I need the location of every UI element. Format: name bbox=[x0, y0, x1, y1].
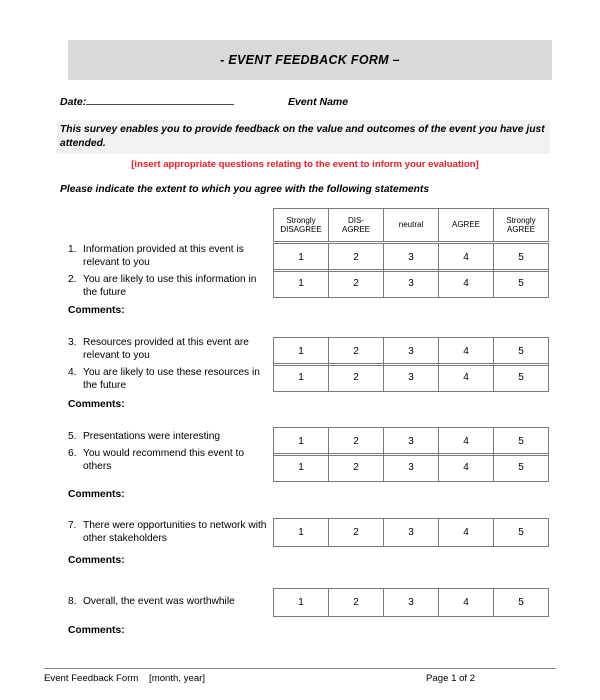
rating-option[interactable]: 3 bbox=[384, 338, 439, 366]
comments-label-a[interactable]: Comments: bbox=[68, 305, 125, 316]
rating-option[interactable]: 5 bbox=[494, 589, 549, 617]
scale-header-cell bbox=[384, 209, 439, 242]
identification-row bbox=[60, 92, 550, 110]
rating-table-q8[interactable] bbox=[273, 588, 549, 617]
question-item bbox=[68, 243, 268, 269]
rating-table-q6[interactable] bbox=[273, 453, 549, 482]
rating-table-q7[interactable] bbox=[273, 518, 549, 547]
rating-option[interactable]: 5 bbox=[494, 270, 549, 298]
rating-option[interactable]: 4 bbox=[439, 428, 494, 456]
question-number: 8. bbox=[68, 596, 77, 607]
scale-header-row bbox=[274, 209, 549, 242]
date-input-line[interactable] bbox=[86, 93, 234, 105]
question-text: You are likely to use these resources in the future bbox=[83, 367, 260, 391]
rating-option[interactable]: 3 bbox=[384, 519, 439, 547]
table-row bbox=[274, 589, 549, 617]
rating-option[interactable]: 4 bbox=[439, 589, 494, 617]
rating-option[interactable]: 1 bbox=[274, 454, 329, 482]
rating-option[interactable]: 2 bbox=[329, 589, 384, 617]
rating-option[interactable]: 1 bbox=[274, 428, 329, 456]
rating-option[interactable]: 1 bbox=[274, 270, 329, 298]
scale-header-line2: AGREE bbox=[506, 225, 535, 234]
rating-option[interactable]: 2 bbox=[329, 454, 384, 482]
question-item bbox=[68, 519, 268, 545]
question-text: Overall, the event was worthwhile bbox=[83, 596, 235, 607]
rating-option[interactable]: 5 bbox=[494, 364, 549, 392]
table-row bbox=[274, 364, 549, 392]
question-number: 2. bbox=[68, 274, 77, 285]
question-group-d bbox=[68, 519, 268, 549]
rating-table-q3[interactable] bbox=[273, 337, 549, 366]
scale-header-cell bbox=[274, 209, 329, 242]
rating-option[interactable]: 2 bbox=[329, 364, 384, 392]
rating-option[interactable]: 1 bbox=[274, 244, 329, 272]
question-item bbox=[68, 273, 268, 299]
rating-option[interactable]: 4 bbox=[439, 270, 494, 298]
survey-description-text: This survey enables you to provide feedback on the value and outcomes of the event you have just attended. bbox=[60, 124, 545, 149]
rating-option[interactable]: 1 bbox=[274, 519, 329, 547]
question-group-b bbox=[68, 336, 268, 396]
rating-option[interactable]: 3 bbox=[384, 364, 439, 392]
rating-table-q2[interactable] bbox=[273, 269, 549, 298]
question-item bbox=[68, 366, 268, 392]
rating-option[interactable]: 5 bbox=[494, 454, 549, 482]
form-title-banner bbox=[68, 40, 552, 80]
question-number: 5. bbox=[68, 431, 77, 442]
scale-header-line2: AGREE bbox=[341, 225, 370, 234]
table-row bbox=[274, 519, 549, 547]
insert-questions-note: [insert appropriate questions relating to the event to inform your evaluation] bbox=[131, 159, 479, 170]
survey-description-band bbox=[57, 120, 550, 154]
rating-option[interactable]: 3 bbox=[384, 589, 439, 617]
page-title: - EVENT FEEDBACK FORM – bbox=[220, 53, 400, 67]
scale-header-line1: Strongly bbox=[506, 215, 536, 225]
footer-left-text: Event Feedback Form [month, year] bbox=[44, 673, 206, 684]
rating-option[interactable]: 4 bbox=[439, 338, 494, 366]
question-text: Information provided at this event is relevant to you bbox=[83, 244, 244, 268]
event-name-label: Event Name bbox=[288, 96, 349, 108]
rating-table-q4[interactable] bbox=[273, 363, 549, 392]
rating-table-q5[interactable] bbox=[273, 427, 549, 456]
rating-option[interactable]: 1 bbox=[274, 364, 329, 392]
rating-option[interactable]: 1 bbox=[274, 589, 329, 617]
scale-header-line1: neutral bbox=[398, 220, 424, 230]
date-field-group bbox=[60, 92, 234, 110]
rating-option[interactable]: 3 bbox=[384, 270, 439, 298]
question-item bbox=[68, 430, 268, 443]
rating-instruction: Please indicate the extent to which you agree with the following statements bbox=[60, 184, 430, 195]
footer-page-number: Page 1 of 2 bbox=[426, 673, 476, 684]
rating-option[interactable]: 2 bbox=[329, 519, 384, 547]
scale-header-cell bbox=[439, 209, 494, 242]
table-row bbox=[274, 270, 549, 298]
question-item bbox=[68, 595, 268, 608]
scale-header-line1: DIS- bbox=[348, 215, 364, 225]
question-text: There were opportunities to network with other stakeholders bbox=[83, 520, 267, 544]
question-text: You are likely to use this information in the future bbox=[83, 274, 257, 298]
table-row bbox=[274, 428, 549, 456]
rating-option[interactable]: 5 bbox=[494, 428, 549, 456]
question-group-e bbox=[68, 595, 268, 612]
question-number: 3. bbox=[68, 337, 77, 348]
scale-header-line2: DISAGREE bbox=[280, 225, 322, 234]
comments-label-c[interactable]: Comments: bbox=[68, 489, 125, 500]
scale-header-cell bbox=[494, 209, 549, 242]
question-text: Presentations were interesting bbox=[83, 431, 221, 442]
comments-label-b[interactable]: Comments: bbox=[68, 399, 125, 410]
question-number: 4. bbox=[68, 367, 77, 378]
rating-option[interactable]: 4 bbox=[439, 454, 494, 482]
date-label: Date: bbox=[60, 96, 87, 108]
table-row bbox=[274, 244, 549, 272]
scale-header-line1: Strongly bbox=[286, 215, 316, 225]
rating-option[interactable]: 2 bbox=[329, 428, 384, 456]
comments-label-d[interactable]: Comments: bbox=[68, 555, 125, 566]
table-row bbox=[274, 338, 549, 366]
footer-divider bbox=[44, 668, 556, 669]
rating-option[interactable]: 3 bbox=[384, 428, 439, 456]
scale-header-cell bbox=[329, 209, 384, 242]
table-row bbox=[274, 454, 549, 482]
question-group-c bbox=[68, 430, 268, 477]
rating-table-q1[interactable] bbox=[273, 243, 549, 272]
question-group-a bbox=[68, 243, 268, 303]
scale-header-line1: AGREE bbox=[451, 220, 480, 230]
rating-option[interactable]: 4 bbox=[439, 364, 494, 392]
comments-label-e[interactable]: Comments: bbox=[68, 625, 125, 636]
rating-option[interactable]: 2 bbox=[329, 270, 384, 298]
question-number: 1. bbox=[68, 244, 77, 255]
question-number: 6. bbox=[68, 448, 77, 459]
rating-option[interactable]: 5 bbox=[494, 244, 549, 272]
rating-option[interactable]: 2 bbox=[329, 338, 384, 366]
question-item bbox=[68, 447, 268, 473]
question-text: Resources provided at this event are relevant to you bbox=[83, 337, 249, 361]
question-text: You would recommend this event to others bbox=[83, 448, 245, 472]
rating-option[interactable]: 4 bbox=[439, 519, 494, 547]
rating-option[interactable]: 3 bbox=[384, 244, 439, 272]
rating-option[interactable]: 1 bbox=[274, 338, 329, 366]
rating-option[interactable]: 5 bbox=[494, 519, 549, 547]
rating-option[interactable]: 4 bbox=[439, 244, 494, 272]
question-number: 7. bbox=[68, 520, 77, 531]
question-item bbox=[68, 336, 268, 362]
scale-header-table bbox=[273, 208, 549, 242]
rating-option[interactable]: 3 bbox=[384, 454, 439, 482]
rating-option[interactable]: 5 bbox=[494, 338, 549, 366]
page-footer bbox=[44, 673, 556, 689]
rating-option[interactable]: 2 bbox=[329, 244, 384, 272]
